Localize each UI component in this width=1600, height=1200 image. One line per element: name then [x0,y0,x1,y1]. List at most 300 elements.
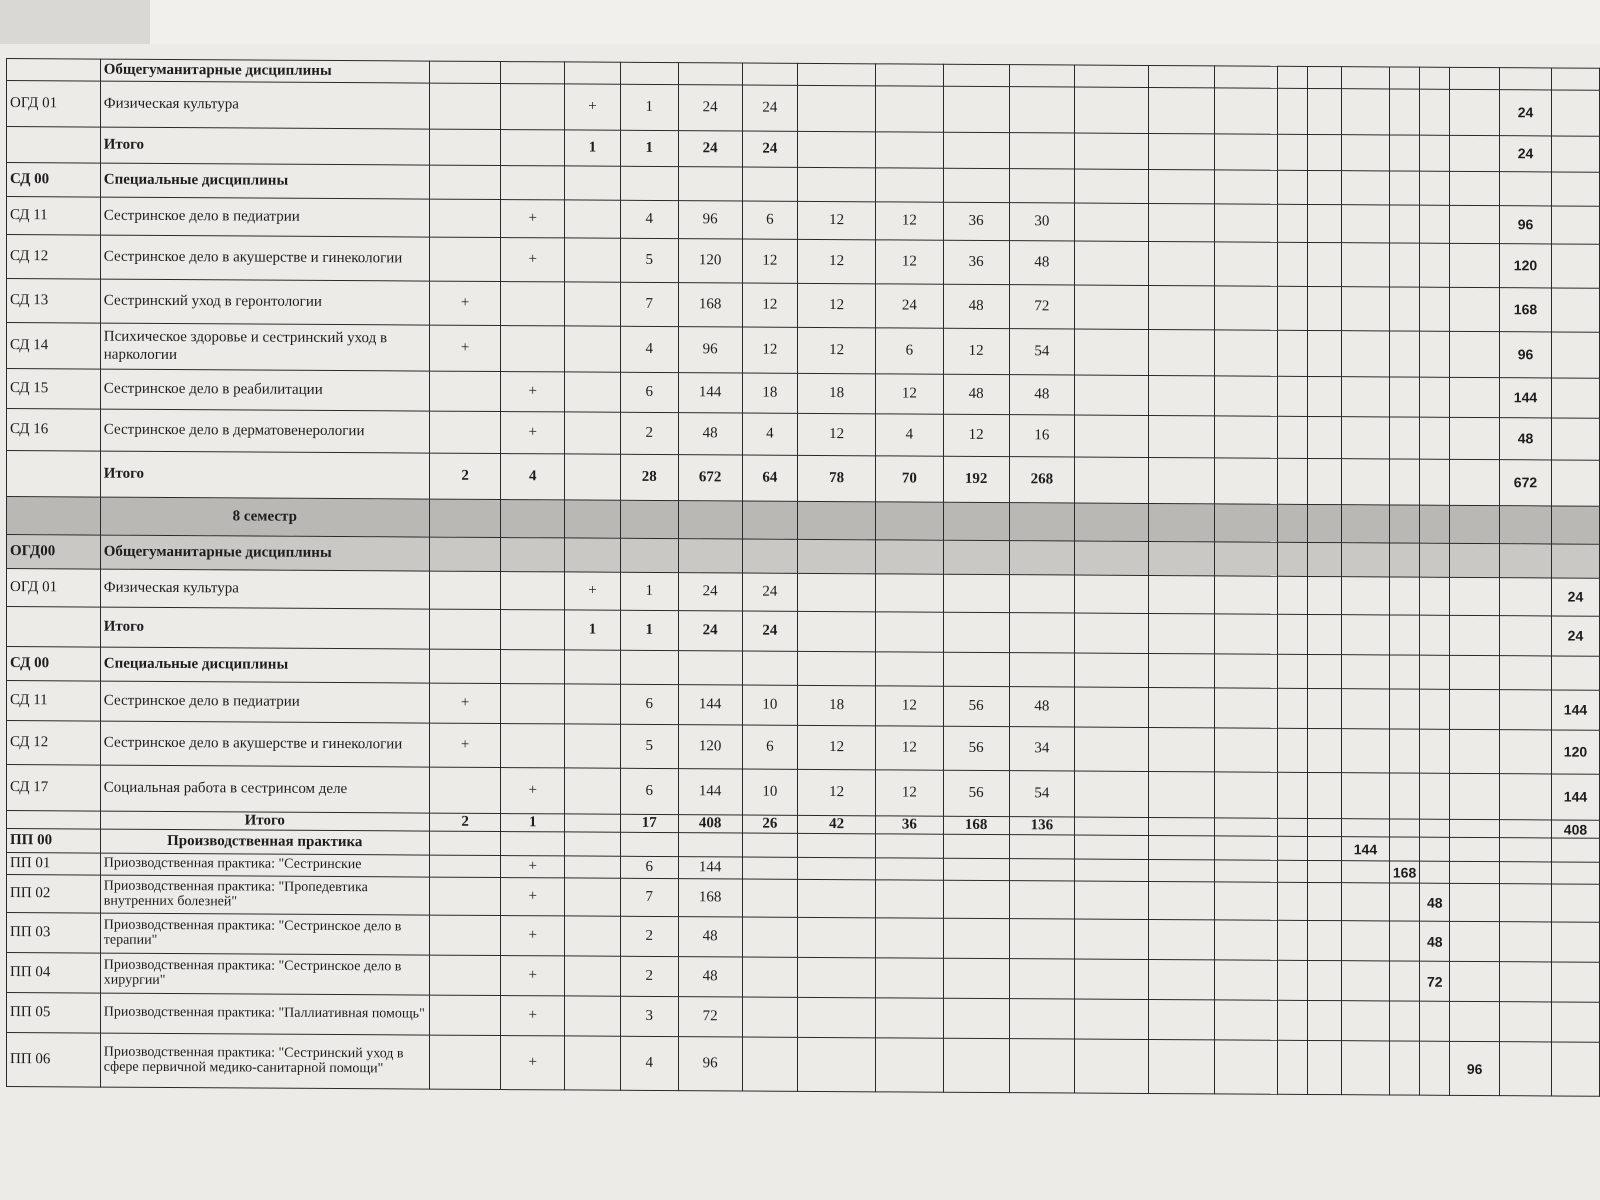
value-cell [1420,331,1450,377]
value-cell [1075,87,1149,133]
value-cell: 12 [943,414,1009,456]
value-cell: 48 [1500,418,1552,460]
value-cell: 10 [742,685,798,725]
value-cell [1009,1039,1075,1093]
discipline-code: СД 14 [7,323,101,370]
value-cell [943,612,1009,652]
value-cell [943,574,1009,612]
value-cell: 12 [876,240,944,284]
value-cell: 7 [620,282,678,326]
value-cell: 78 [798,455,876,501]
value-cell [742,501,798,539]
value-cell [678,833,742,857]
value-cell [742,539,798,573]
value-cell: 42 [798,815,876,834]
value-cell: 2 [620,412,678,454]
value-cell [501,538,565,572]
value-cell [798,958,876,998]
value-cell [742,63,798,85]
value-cell [565,684,621,724]
value-cell: 48 [943,374,1009,414]
value-cell: + [429,683,501,723]
value-cell [943,132,1009,168]
value-cell [1075,575,1149,613]
value-cell [1148,613,1214,653]
value-cell: 168 [1500,288,1552,332]
value-cell: 72 [1420,961,1450,1001]
value-cell: 56 [943,726,1009,770]
value-cell [1308,921,1342,961]
value-cell: 6 [876,328,944,374]
value-cell [742,957,798,997]
value-cell: + [501,200,565,238]
value-cell: 48 [678,413,742,455]
value-cell [798,539,876,573]
value-cell [1450,377,1500,417]
value-cell: 36 [943,240,1009,284]
value-cell: 48 [678,957,742,997]
value-cell [1420,417,1450,459]
value-cell: 24 [1551,616,1599,656]
value-cell: 12 [876,374,944,414]
value-cell [798,834,876,858]
value-cell [501,650,565,684]
value-cell [1342,961,1390,1001]
value-cell [1389,773,1419,819]
value-cell [1075,859,1149,881]
value-cell [1342,331,1390,377]
value-cell [1075,687,1149,727]
value-cell [678,651,742,685]
value-cell: 4 [742,413,798,455]
value-cell: 48 [943,284,1009,328]
value-cell [1009,653,1075,687]
value-cell: + [501,878,565,916]
value-cell [1420,377,1450,417]
value-cell [1278,883,1308,921]
value-cell [1450,819,1500,838]
value-cell: 3 [620,997,678,1037]
value-cell [1075,503,1149,541]
value-cell: 136 [1009,817,1075,836]
value-cell [798,918,876,958]
discipline-code: СД 13 [7,279,101,324]
value-cell: 70 [876,456,944,502]
value-cell [1075,771,1149,817]
value-cell: 6 [742,201,798,239]
value-cell [1342,287,1390,331]
value-cell: + [501,372,565,412]
discipline-name: Сестринское дело в акушерстве и гинекологии [100,721,429,767]
value-cell [429,955,501,995]
table-row [7,1033,1600,1097]
value-cell [1148,241,1214,285]
value-cell [742,833,798,857]
value-cell [1450,773,1500,819]
value-cell [1500,544,1552,578]
discipline-name: Сестринский уход в геронтологии [100,279,429,325]
value-cell [1075,919,1149,959]
value-cell [678,63,742,85]
value-cell [1075,169,1149,203]
value-cell [1148,65,1214,87]
value-cell [1009,169,1075,203]
discipline-name: Сестринское дело в акушерстве и гинекологии [100,235,429,281]
value-cell [1278,654,1308,688]
value-cell [1551,136,1599,172]
value-cell [501,500,565,538]
value-cell [1450,543,1500,577]
value-cell [1214,416,1278,458]
value-cell: 24 [1500,136,1552,172]
value-cell: 48 [1420,921,1450,961]
value-cell [742,651,798,685]
value-cell [1075,457,1149,503]
value-cell: + [501,1036,565,1090]
value-cell [1278,1001,1308,1041]
value-cell [501,610,565,650]
value-cell [1389,819,1419,837]
value-cell [943,168,1009,202]
value-cell [1450,962,1500,1002]
value-cell [1342,689,1390,729]
value-cell [565,956,621,996]
value-cell [1308,728,1342,772]
value-cell [1389,655,1419,689]
value-cell [943,918,1009,958]
value-cell [1148,1040,1214,1094]
value-cell [1214,286,1278,330]
discipline-code: ПП 03 [7,913,101,954]
value-cell [798,131,876,167]
value-cell [1075,1039,1149,1093]
value-cell: 6 [620,857,678,879]
value-cell [1214,576,1278,614]
value-cell [1278,542,1308,576]
value-cell [429,237,501,281]
value-cell: 12 [798,239,876,283]
value-cell [1075,415,1149,457]
value-cell: 24 [876,284,944,328]
value-cell [1214,728,1278,772]
value-cell: 12 [876,770,944,816]
value-cell [1389,729,1419,773]
value-cell [501,724,565,768]
value-cell [1551,68,1599,90]
discipline-code: ПП 00 [7,829,101,854]
discipline-name: Приозводственная практика: "Сестринское дело в терапии" [100,913,429,955]
value-cell [876,998,944,1038]
discipline-code: СД 15 [7,369,101,410]
value-cell [1009,65,1075,87]
discipline-name: Общегуманитарные дисциплины [100,535,429,571]
value-cell [1148,169,1214,203]
value-cell [1551,418,1599,460]
value-cell: 144 [1551,690,1599,730]
value-cell: 4 [501,454,565,500]
value-cell [1500,922,1552,962]
value-cell: 34 [1009,727,1075,771]
value-cell [1420,505,1450,543]
value-cell [1278,921,1308,961]
value-cell [1308,376,1342,416]
value-cell [742,997,798,1037]
value-cell [1342,615,1390,655]
value-cell [1450,67,1500,89]
value-cell [1308,286,1342,330]
value-cell [1450,615,1500,655]
value-cell [565,878,621,916]
value-cell [565,650,621,684]
value-cell [742,167,798,201]
value-cell [1500,730,1552,774]
value-cell [1278,576,1308,614]
value-cell [1278,1041,1308,1095]
value-cell: 144 [678,685,742,725]
value-cell [798,611,876,651]
value-cell [1389,171,1419,205]
discipline-code [7,59,101,82]
value-cell [1500,862,1552,884]
value-cell [565,166,621,200]
value-cell [1214,654,1278,688]
value-cell: 96 [678,201,742,239]
value-cell [1075,65,1149,87]
discipline-code: ПП 04 [7,953,101,994]
value-cell [876,958,944,998]
value-cell [1420,1001,1450,1041]
value-cell [1342,861,1390,883]
value-cell [876,1038,944,1092]
value-cell [876,502,944,540]
value-cell [798,880,876,918]
value-cell [943,998,1009,1038]
value-cell [876,918,944,958]
value-cell [943,502,1009,540]
value-cell [429,129,501,165]
value-cell: + [501,956,565,996]
value-cell [1148,133,1214,169]
value-cell: 12 [798,413,876,455]
value-cell [1308,654,1342,688]
discipline-name: Социальная работа в сестринсом деле [100,765,429,813]
value-cell [1214,504,1278,542]
discipline-name: Итого [100,811,429,831]
value-cell: 72 [1009,285,1075,329]
value-cell [1214,772,1278,818]
value-cell [501,130,565,166]
value-cell [1278,88,1308,134]
value-cell: 144 [1551,774,1599,820]
value-cell [943,86,1009,132]
value-cell [1500,1002,1552,1042]
value-cell [1420,287,1450,331]
value-cell: 6 [620,684,678,724]
value-cell [429,165,501,199]
value-cell: 268 [1009,457,1075,503]
value-cell [1214,818,1278,837]
value-cell [1551,288,1599,332]
value-cell: 6 [742,725,798,769]
value-cell [429,855,501,877]
value-cell [1214,688,1278,728]
value-cell [798,63,876,85]
value-cell [1450,577,1500,615]
value-cell: 12 [742,327,798,373]
discipline-code: ОГД 01 [7,81,101,128]
value-cell [565,724,621,768]
value-cell [876,858,944,880]
value-cell [798,167,876,201]
value-cell: 48 [1009,241,1075,285]
value-cell [1278,170,1308,204]
value-cell [1551,244,1599,288]
value-cell [798,85,876,131]
value-cell [1075,653,1149,687]
value-cell [1342,883,1390,921]
value-cell [876,64,944,86]
value-cell [1551,1042,1599,1096]
discipline-name: Итого [100,607,429,649]
value-cell [1308,576,1342,614]
value-cell [1420,89,1450,135]
value-cell: 16 [1009,415,1075,457]
value-cell: 120 [1500,244,1552,288]
value-cell [1148,203,1214,241]
value-cell: 64 [742,455,798,501]
value-cell [1342,171,1390,205]
value-cell [1308,837,1342,861]
value-cell: 2 [429,813,501,832]
value-cell [1009,859,1075,881]
value-cell [1389,883,1419,921]
value-cell [1500,172,1552,206]
value-cell [943,858,1009,880]
value-cell [1420,773,1450,819]
value-cell [1148,687,1214,727]
curriculum-table-wrapper [6,58,1600,1097]
discipline-name: Сестринское дело в педиатрии [100,681,429,723]
discipline-name: Физическая культура [100,81,429,129]
value-cell [429,371,501,411]
value-cell [1342,89,1390,135]
value-cell: 5 [620,724,678,768]
value-cell: 12 [943,328,1009,374]
value-cell [429,83,501,129]
value-cell: 72 [678,997,742,1037]
value-cell: 144 [1342,837,1390,861]
value-cell: 12 [742,239,798,283]
value-cell [1308,204,1342,242]
discipline-name: Общегуманитарные дисциплины [100,59,429,83]
value-cell [742,879,798,917]
value-cell [1420,577,1450,615]
value-cell [1420,243,1450,287]
value-cell: 54 [1009,771,1075,817]
value-cell [429,877,501,915]
value-cell [1551,862,1599,884]
value-cell [1278,204,1308,242]
value-cell: 144 [678,769,742,815]
value-cell: 48 [1420,883,1450,921]
value-cell: 12 [798,283,876,327]
value-cell: 2 [620,917,678,957]
value-cell [1075,999,1149,1039]
value-cell: 4 [620,1037,678,1091]
value-cell: 24 [1551,578,1599,616]
value-cell: 144 [1500,378,1552,418]
value-cell [1148,87,1214,133]
value-cell [1308,504,1342,542]
value-cell: 1 [620,572,678,610]
value-cell [876,168,944,202]
discipline-name: Сестринское дело в реабилитации [100,369,429,411]
value-cell [1389,287,1419,331]
value-cell [1148,503,1214,541]
value-cell: 1 [620,610,678,650]
value-cell [1500,68,1552,90]
discipline-code: СД 11 [7,197,101,236]
value-cell: 168 [678,283,742,327]
value-cell: 96 [1500,206,1552,244]
value-cell [1500,616,1552,656]
value-cell [1214,458,1278,504]
value-cell [876,612,944,652]
value-cell: 12 [798,725,876,769]
value-cell [1148,329,1214,375]
value-cell [1389,135,1419,171]
value-cell [1420,459,1450,505]
value-cell [798,1038,876,1092]
value-cell [1075,727,1149,771]
discipline-code: СД 00 [7,647,101,682]
value-cell [1075,375,1149,415]
value-cell [1148,771,1214,817]
discipline-name: Сестринское дело в дерматовенерологии [100,409,429,453]
value-cell [1500,690,1552,730]
value-cell [1148,415,1214,457]
value-cell [565,768,621,814]
value-cell [1075,285,1149,329]
value-cell [1389,1001,1419,1041]
value-cell: 6 [620,372,678,412]
value-cell [1009,541,1075,575]
value-cell [1075,959,1149,999]
value-cell [1450,862,1500,884]
value-cell [943,652,1009,686]
value-cell: 2 [620,957,678,997]
value-cell [1500,884,1552,922]
value-cell [1450,89,1500,135]
value-cell: 1 [565,130,621,166]
discipline-code: СД 12 [7,235,101,280]
value-cell [565,814,621,833]
value-cell [501,62,565,84]
value-cell [742,1037,798,1091]
value-cell [429,411,501,453]
value-cell [1551,838,1599,862]
value-cell: 168 [1389,861,1419,883]
value-cell [1389,615,1419,655]
value-cell [501,166,565,200]
value-cell [1342,205,1390,243]
value-cell [1009,575,1075,613]
value-cell [943,64,1009,86]
value-cell [1075,835,1149,859]
value-cell [1075,613,1149,653]
value-cell [1148,375,1214,415]
value-cell [565,832,621,856]
